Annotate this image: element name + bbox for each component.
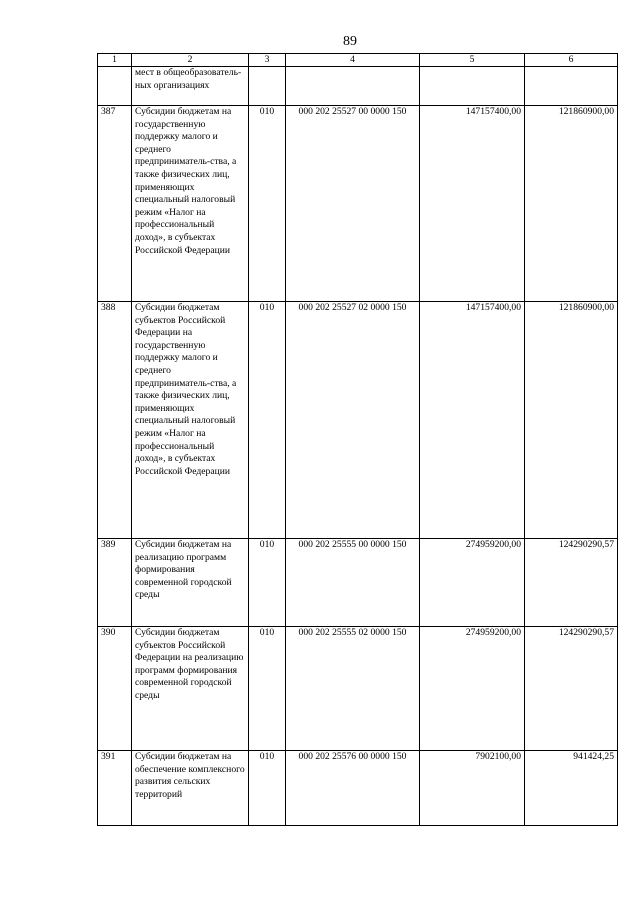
header-row [98,54,618,67]
row-index: 391 [98,751,132,826]
table-row [98,302,618,539]
continuation-row [98,67,618,106]
column-header: 3 [249,54,286,67]
row-actual-amount: 121860900,00 [525,302,618,539]
empty-cell [525,67,618,106]
row-plan-amount: 274959200,00 [420,627,525,751]
row-admin-code: 010 [249,106,286,302]
column-header: 5 [420,54,525,67]
empty-cell [249,67,286,106]
row-actual-amount: 941424,25 [525,751,618,826]
row-plan-amount: 7902100,00 [420,751,525,826]
row-budget-code: 000 202 25527 02 0000 150 [286,302,420,539]
column-header: 4 [286,54,420,67]
row-plan-amount: 147157400,00 [420,302,525,539]
page-number: 89 [343,34,357,49]
column-header: 6 [525,54,618,67]
empty-cell [420,67,525,106]
row-admin-code: 010 [249,751,286,826]
row-name: Субсидии бюджетам субъектов Российской Федерации на реализацию программ формирования современной городской среды [132,627,249,751]
empty-cell [286,67,420,106]
column-header: 2 [132,54,249,67]
row-budget-code: 000 202 25555 00 0000 150 [286,539,420,627]
table-row [98,106,618,302]
table-row [98,539,618,627]
row-index: 387 [98,106,132,302]
row-admin-code: 010 [249,302,286,539]
table-row [98,751,618,826]
row-actual-amount: 124290290,57 [525,539,618,627]
row-budget-code: 000 202 25555 02 0000 150 [286,627,420,751]
row-index: 389 [98,539,132,627]
row-plan-amount: 274959200,00 [420,539,525,627]
row-name: Субсидии бюджетам на реализацию программ формирования современной городской среды [132,539,249,627]
row-name: Субсидии бюджетам на государственную поддержку малого и среднего предприниматель-ства, а также физических лиц, применяющих специальный налоговый режим «Налог на профессиональный доход», в субъектах Российской Федерации [132,106,249,302]
budget-table [97,53,618,826]
row-actual-amount: 121860900,00 [525,106,618,302]
row-admin-code: 010 [249,539,286,627]
row-name: Субсидии бюджетам субъектов Российской Федерации на государственную поддержку малого и среднего предприниматель-ства, а также физических лиц, применяющих специальный налоговый режим «Налог на профессиональный доход», в субъектах Российской Федерации [132,302,249,539]
row-index: 390 [98,627,132,751]
column-header: 1 [98,54,132,67]
table-row [98,627,618,751]
row-budget-code: 000 202 25527 00 0000 150 [286,106,420,302]
empty-cell [98,67,132,106]
row-name: мест в общеобразователь-ных организациях [132,67,249,106]
row-plan-amount: 147157400,00 [420,106,525,302]
row-actual-amount: 124290290,57 [525,627,618,751]
row-name: Субсидии бюджетам на обеспечение комплексного развития сельских территорий [132,751,249,826]
row-index: 388 [98,302,132,539]
row-budget-code: 000 202 25576 00 0000 150 [286,751,420,826]
row-admin-code: 010 [249,627,286,751]
